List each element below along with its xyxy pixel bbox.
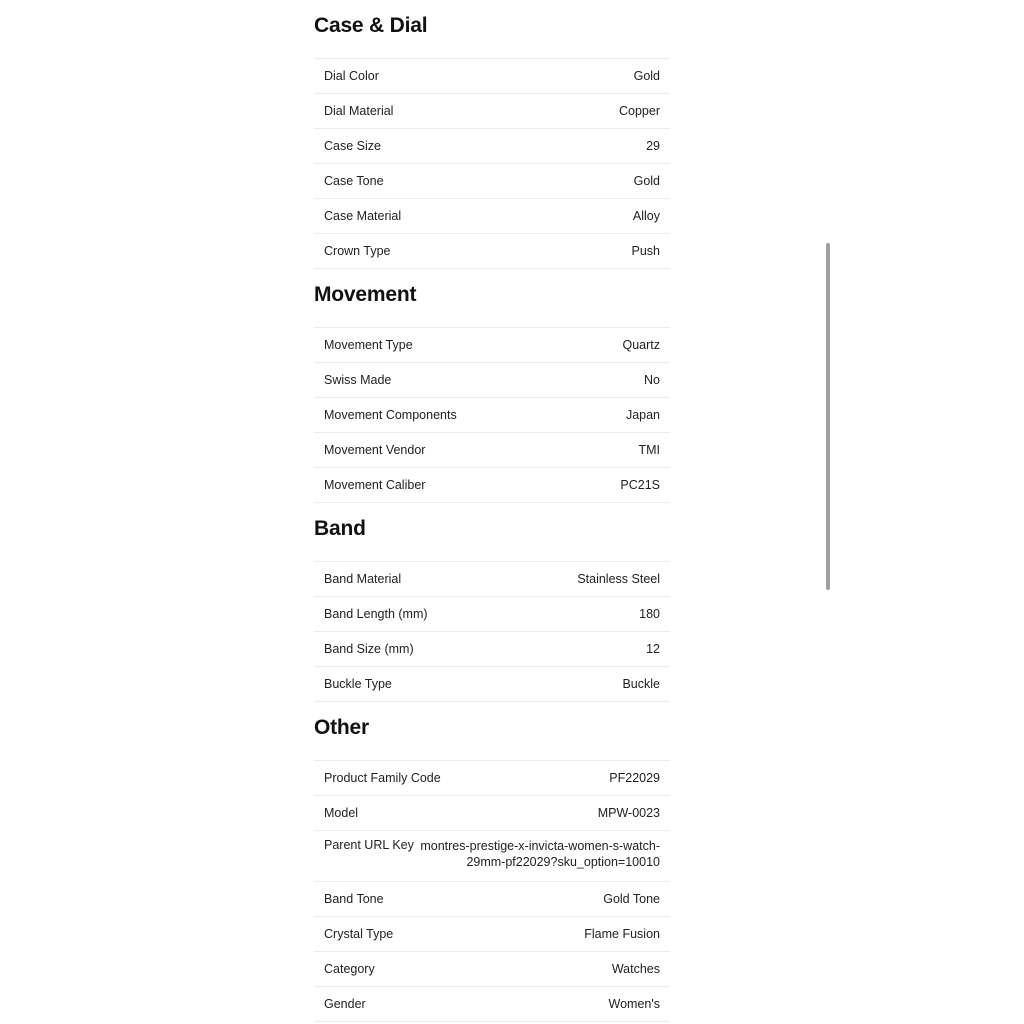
spec-label: Movement Caliber (324, 478, 426, 492)
spec-value: PF22029 (609, 771, 660, 785)
spec-label: Gender (324, 997, 366, 1011)
spec-label: Case Tone (324, 174, 384, 188)
spec-row (314, 363, 670, 398)
spec-row (314, 831, 670, 882)
spec-label: Band Length (mm) (324, 607, 428, 621)
spec-value: TMI (638, 443, 660, 457)
spec-row (314, 761, 670, 796)
spec-label: Dial Color (324, 69, 379, 83)
spec-row (314, 632, 670, 667)
spec-row (314, 164, 670, 199)
spec-label: Band Material (324, 572, 402, 586)
spec-row (314, 667, 670, 702)
spec-row (314, 59, 670, 94)
spec-value: Flame Fusion (584, 927, 660, 941)
spec-label: Band Tone (324, 892, 384, 906)
spec-table-other (314, 760, 670, 1022)
spec-row (314, 129, 670, 164)
spec-value: Alloy (632, 209, 660, 223)
spec-value: Gold Tone (603, 892, 660, 906)
spec-row (314, 94, 670, 129)
spec-row (314, 882, 670, 917)
section-title-case-dial: Case & Dial (314, 14, 428, 37)
section-title-other: Other (314, 716, 370, 739)
spec-label: Movement Vendor (324, 443, 426, 457)
spec-label: Swiss Made (324, 373, 392, 387)
vertical-scrollbar[interactable] (826, 243, 830, 590)
spec-value: Buckle (622, 677, 660, 691)
spec-label: Band Size (mm) (324, 642, 414, 656)
spec-row (314, 597, 670, 632)
spec-value: Women's (608, 997, 660, 1011)
spec-label: Crown Type (324, 244, 391, 258)
spec-table-band (314, 561, 670, 702)
spec-row (314, 562, 670, 597)
spec-value: Copper (619, 104, 660, 118)
spec-label: Product Family Code (324, 771, 441, 785)
spec-value: Gold (633, 174, 660, 188)
spec-row (314, 917, 670, 952)
spec-label: Buckle Type (324, 677, 392, 691)
spec-label: Dial Material (324, 104, 394, 118)
spec-row (314, 328, 670, 363)
spec-row (314, 952, 670, 987)
specifications-panel (314, 0, 670, 1022)
spec-value: Push (631, 244, 660, 258)
spec-value: Watches (611, 962, 660, 976)
spec-label: Case Material (324, 209, 402, 223)
section-title-band: Band (314, 517, 366, 540)
spec-label: Crystal Type (324, 927, 394, 941)
spec-label: Model (324, 806, 359, 820)
spec-table-movement (314, 327, 670, 503)
spec-table-case-dial (314, 58, 670, 269)
spec-value: No (644, 373, 660, 387)
spec-value: 12 (646, 642, 660, 656)
spec-row (314, 398, 670, 433)
spec-row (314, 468, 670, 503)
spec-label: Case Size (324, 139, 381, 153)
spec-value: 29 (646, 139, 660, 153)
spec-value: MPW-0023 (597, 806, 660, 820)
spec-value: Stainless Steel (577, 572, 660, 586)
spec-value: Japan (625, 408, 660, 422)
spec-value: montres-prestige-x-invicta-women-s-watch-29mm-pf22029?sku_option=10010 (420, 839, 660, 869)
spec-value: Quartz (622, 338, 660, 352)
spec-value: 180 (639, 607, 660, 621)
section-title-movement: Movement (314, 283, 417, 306)
spec-row (314, 199, 670, 234)
spec-label: Parent URL Key (324, 838, 414, 852)
spec-label: Movement Type (324, 338, 413, 352)
spec-row (314, 433, 670, 468)
spec-label: Category (324, 962, 375, 976)
spec-row (314, 234, 670, 269)
spec-label: Movement Components (324, 408, 457, 422)
spec-row (314, 796, 670, 831)
spec-value: PC21S (620, 478, 660, 492)
spec-value: Gold (633, 69, 660, 83)
spec-row (314, 987, 670, 1022)
